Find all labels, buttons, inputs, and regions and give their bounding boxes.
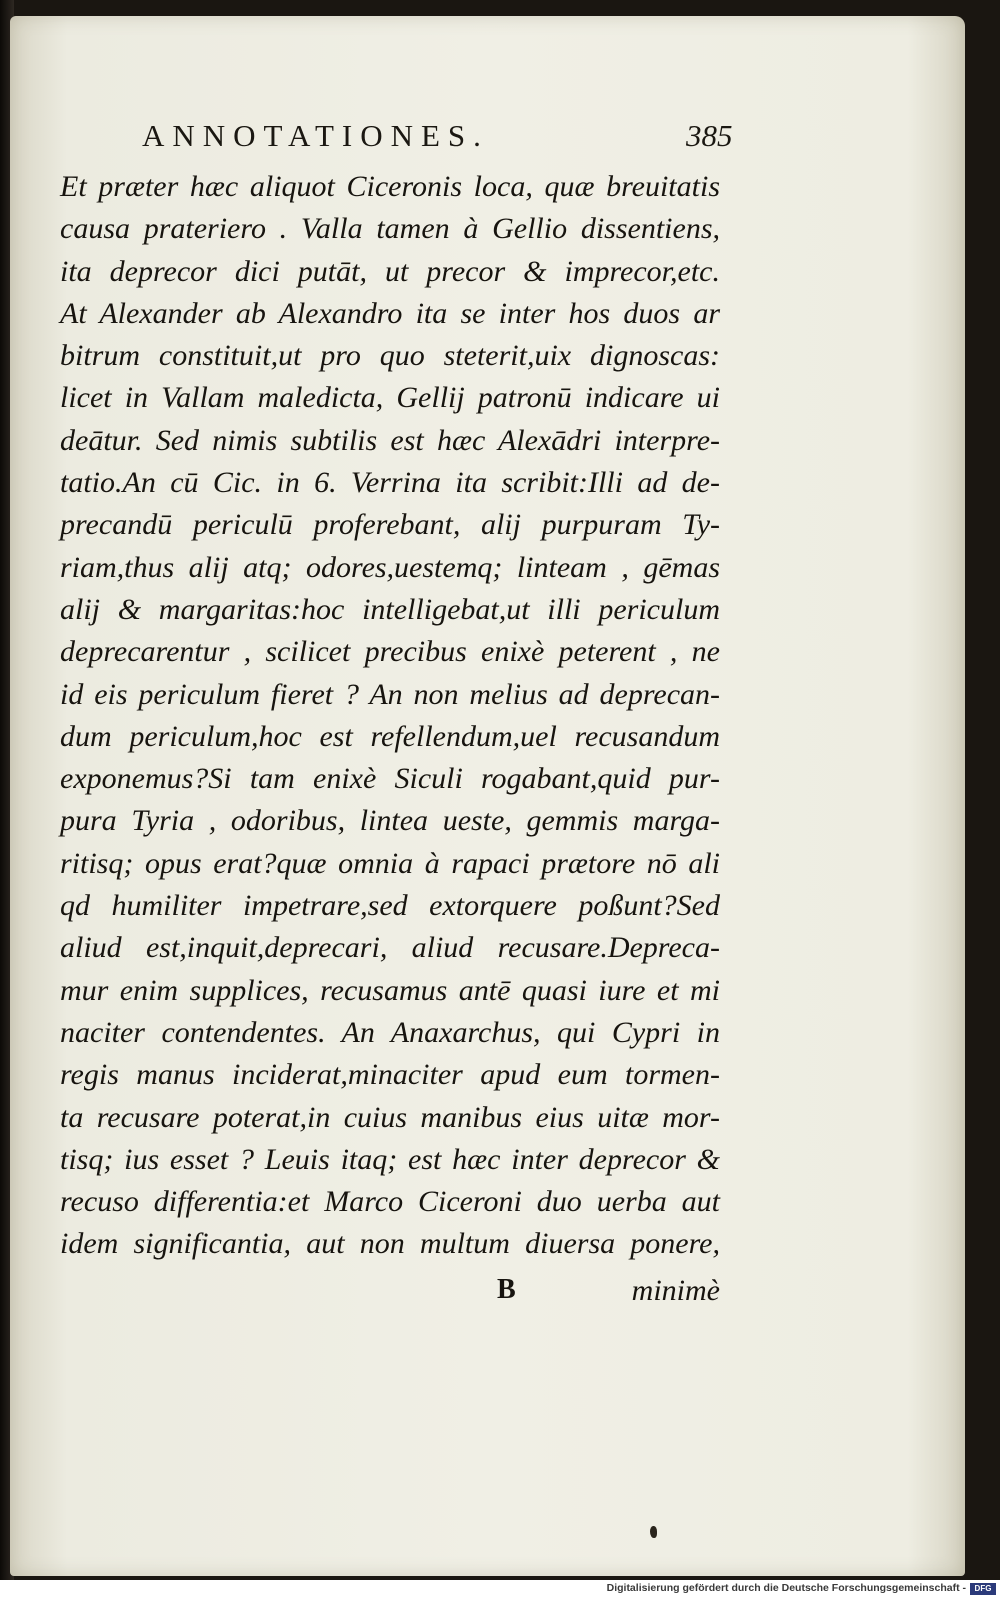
catchword-row: [60, 1274, 720, 1314]
text-line: licet in Vallam maledicta, Gellij patronū indicare ui: [60, 381, 720, 415]
text-line: qd humiliter impetrare,sed extorquere poßunt?Sed: [60, 889, 720, 923]
text-line: bitrum constituit,ut pro quo steterit,uix dignoscas:: [60, 339, 720, 373]
text-line: ita deprecor dici putāt, ut precor & imprecor,etc.: [60, 254, 720, 288]
text-line: ta recusare poterat,in cuius manibus eius uitæ mor-: [60, 1100, 720, 1134]
text-line: riam,thus alij atq; odores,uestemq; linteam , gēmas: [60, 550, 720, 584]
text-line: recuso differentia:et Marco Ciceroni duo uerba aut: [60, 1185, 720, 1219]
dfg-logo-icon: DFG: [970, 1583, 996, 1595]
text-line: aliud est,inquit,deprecari, aliud recusare.Depreca-: [60, 931, 720, 965]
catchword: minimè: [631, 1274, 720, 1307]
text-line: Et præter hæc aliquot Ciceronis loca, quæ breuitatis: [60, 170, 720, 203]
text-line: mur enim supplices, recusamus antē quasi iure et mi: [60, 973, 720, 1007]
running-title: ANNOTATIONES.: [142, 118, 489, 153]
page-header: [10, 116, 965, 166]
text-line: tatio.An cū Cic. in 6. Verrina ita scribit:Illi ad de-: [60, 466, 720, 500]
text-line: exponemus?Si tam enixè Siculi rogabant,quid pur-: [60, 762, 720, 796]
text-line: ritisq; opus erat?quæ omnia à rapaci prætore nō ali: [60, 846, 720, 880]
text-line: id eis periculum fieret ? An non melius ad deprecan-: [60, 677, 720, 711]
text-line: deprecarentur , scilicet precibus enixè peterent , ne: [60, 635, 720, 669]
signature-mark: B: [497, 1274, 516, 1305]
text-line: naciter contendentes. An Anaxarchus, qui Cypri in: [60, 1015, 720, 1049]
text-line: causa prateriero . Valla tamen à Gellio dissentiens,: [60, 212, 720, 246]
funding-credit: Digitalisierung gefördert durch die Deutsche Forschungsgemeinschaft -: [606, 1582, 966, 1594]
text-line: deātur. Sed nimis subtilis est hæc Alexādri interpre-: [60, 423, 720, 457]
body-text: [60, 166, 720, 1266]
book-page: [10, 16, 965, 1576]
ink-speck: [650, 1526, 657, 1538]
text-line: pura Tyria , odoribus, lintea ueste, gemmis marga-: [60, 804, 720, 838]
text-line: precandū periculū proferebant, alij purpuram Ty-: [60, 508, 720, 542]
text-line: tisq; ius esset ? Leuis itaq; est hæc inter deprecor &: [60, 1142, 720, 1176]
text-line: idem significantia, aut non multum diuersa ponere,: [60, 1227, 720, 1261]
footer-bar: [0, 1580, 1000, 1599]
text-line: At Alexander ab Alexandro ita se inter hos duos ar: [60, 296, 720, 330]
text-line: alij & margaritas:hoc intelligebat,ut illi periculum: [60, 592, 720, 626]
text-line: regis manus inciderat,minaciter apud eum tormen-: [60, 1058, 720, 1092]
page-number: 385: [686, 118, 733, 153]
text-line: dum periculum,hoc est refellendum,uel recusandum: [60, 719, 720, 753]
